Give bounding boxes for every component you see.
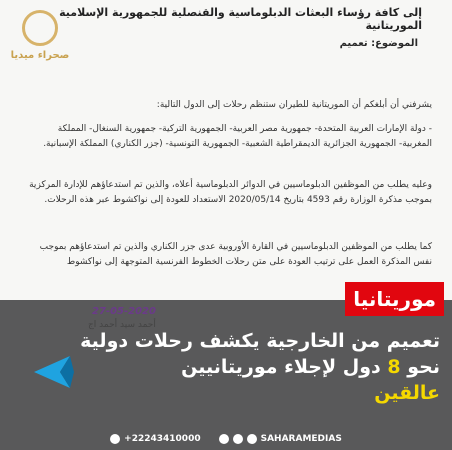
headline (80, 328, 440, 406)
country-badge: موريتانيا (345, 282, 444, 316)
headline-text-2: دول لإجلاء موريتانيين (181, 356, 388, 378)
document-date: 27-05-2020 (92, 306, 156, 317)
document-paragraph-1: يشرفني أن أبلغكم أن الموريتانية للطيران ستنظم رحلات إلى الدول التالية: (156, 100, 432, 110)
headline-number: 8 (387, 356, 401, 378)
sahara-medias-logo (10, 10, 70, 78)
headline-highlight: عالقين (374, 382, 440, 404)
document-subject: الموضوع: تعميم (339, 38, 418, 49)
document-header: إلى كافة رؤساء البعثات الدبلوماسية والقنصلية للجمهورية الإسلامية الموريتانية (59, 6, 422, 32)
instagram-icon (233, 434, 243, 444)
footer-social (219, 434, 342, 444)
document-paragraph-3: وعليه يطلب من الموظفين الدبلوماسيين في الدوائر الدبلوماسية أعلاه، والذين تم استدعاؤهم للإدارة المركزية بموجب مذكرة الوزارة رقم 4593 بتاريخ 2020/05/14 الاستعداد للعودة إلى نواكشوط عبر هذه الرحلات. (29, 180, 432, 205)
footer-phone (110, 434, 200, 444)
document-signer: أحمد سيد أحمد اج (88, 320, 156, 330)
logo-text: صحراء ميديا (10, 50, 70, 61)
footer-bar (0, 428, 452, 450)
document-paragraph-4: كما يطلب من الموظفين الدبلوماسيين في القارة الأوروبية عدى جزر الكناري والذين تم استدعاؤهم بموجب نفس المذكرة العمل على ترتيب العودة على متن رحلات الخطوط الفرنسية المتوجهة إلى نواكشوط (39, 242, 432, 267)
footer-phone-text: +22243410000 (124, 434, 201, 444)
play-arrow-icon (30, 352, 74, 392)
logo-emblem-icon (22, 10, 58, 46)
twitter-icon (247, 434, 257, 444)
headline-text-1: تعميم من الخارجية يكشف رحلات دولية نحو (80, 330, 440, 378)
footer-handle-text: SAHARAMEDIAS (260, 434, 342, 444)
whatsapp-icon (110, 434, 120, 444)
document-paragraph-2: - دولة الإمارات العربية المتحدة- جمهورية مصر العربية- الجمهورية التركية- جمهورية السنغال- المملكة المغربية- الجمهورية الجزائرية الديمقراطية الشعبية- الجمهورية التونسية- (جزر الكناري) المملكة الإسبانية. (43, 124, 432, 149)
facebook-icon (219, 434, 229, 444)
